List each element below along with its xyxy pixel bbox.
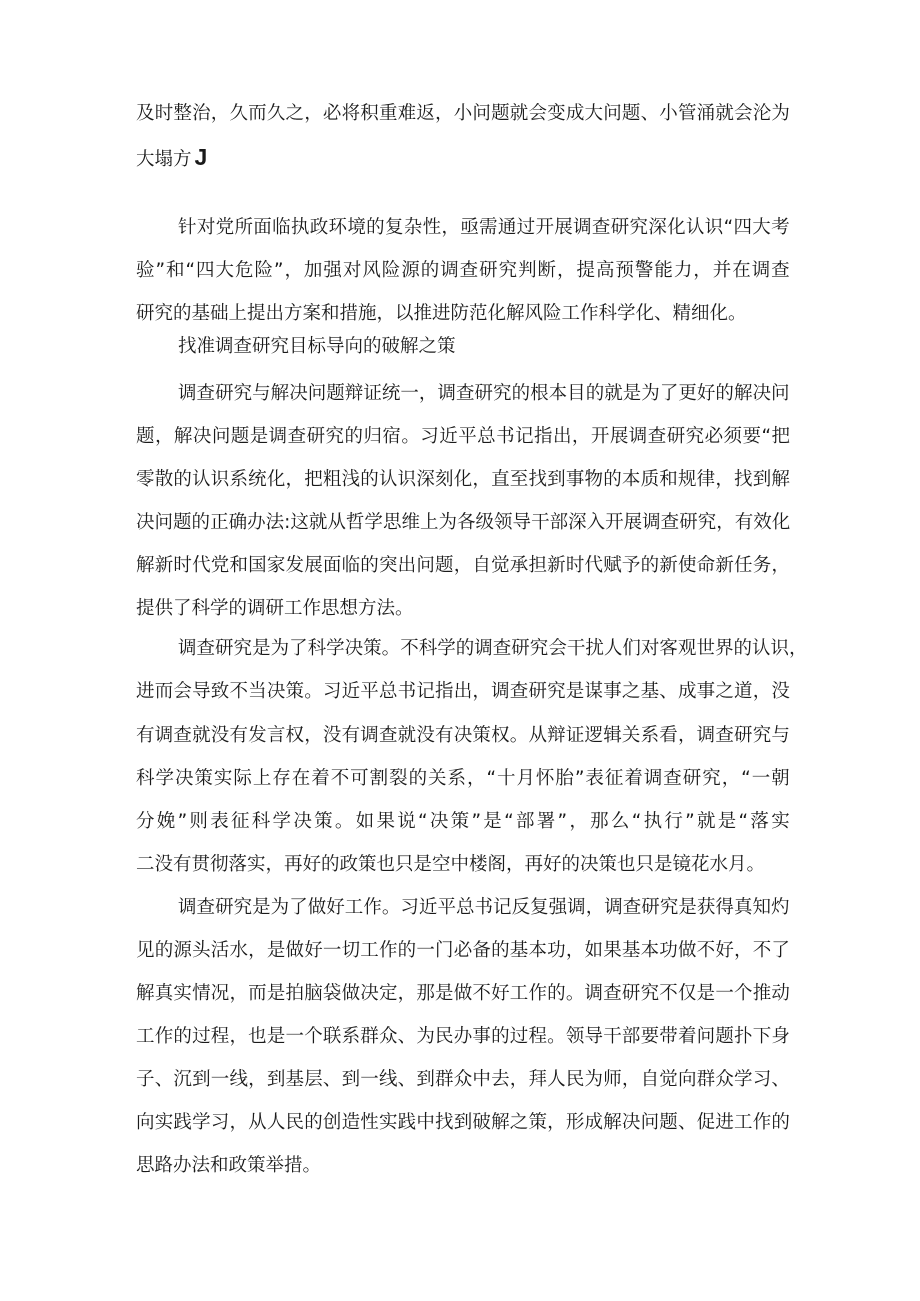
text-line: 及 时 整 治 ， 久 而 久 之 ， 必 将 积 重 难 返 ， 小 问 题 就 会 变 成 大 问 题 、 小 管 涌 就 会 沦 为 (136, 103, 790, 124)
text-line (178, 332, 920, 362)
text-line (136, 299, 920, 329)
text-line: 进 而 会 导 致 不 当 决 策 。 习 近 平 总 书 记 指 出 ， 调 查 研 究 是 谋 事 之 基 、 成 事 之 道 ， 没 (136, 681, 790, 702)
text-line: 工 作 的 过 程 ， 也 是 一 个 联 系 群 众 、 为 民 办 事 的 过 程 。 领 导 干 部 要 带 着 问 题 扑 下 身 (136, 1026, 790, 1047)
text-line (136, 142, 920, 172)
text-line: 零 散 的 认 识 系 统 化 ， 把 粗 浅 的 认 识 深 刻 化 ， 直 至 找 到 事 物 的 本 质 和 规 律 ， 找 到 解 (136, 469, 790, 490)
line-text: 找准调查研究目标导向的破解之策 (178, 336, 456, 357)
text-line: 分 娩 ” 则 表 征 科 学 决 策 。 如 果 说 “ 决 策 ” 是 “ 部 署 ” ， 那 么 “ 执 行 ” 就 是 “ 落 实 (136, 811, 790, 832)
line-text: 思路办法和政策举措。 (136, 1155, 322, 1176)
text-line: 决 问 题 的 正 确 办 法 : 这 就 从 哲 学 思 维 上 为 各 级 领 导 干 部 深 入 开 展 调 查 研 究 ， 有 效 化 (136, 512, 791, 533)
text-line: 解 新 时 代 党 和 国 家 发 展 面 临 的 突 出 问 题 ， 自 觉 承 担 新 时 代 赋 予 的 新 使 命 新 任 务 ， (136, 555, 790, 576)
text-line (136, 594, 920, 624)
text-line: 向 实 践 学 习 ， 从 人 民 的 创 造 性 实 践 中 找 到 破 解 之 策 ， 形 成 解 决 问 题 、 促 进 工 作 的 (136, 1112, 790, 1133)
text-line: 验 ” 和 “ 四 大 危 险 ” ， 加 强 对 风 险 源 的 调 查 研 究 判 断 ， 提 高 预 警 能 力 ， 并 在 调 查 (136, 260, 790, 281)
text-line: 科 学 决 策 实 际 上 存 在 着 不 可 割 裂 的 关 系 ， “ 十 月 怀 胎 ” 表 征 着 调 查 研 究 ， “ 一 朝 (136, 768, 790, 789)
text-line (136, 850, 920, 880)
line-text: 大塌方 (136, 149, 192, 170)
text-line: 调 查 研 究 是 为 了 科 学 决 策 。 不 科 学 的 调 查 研 究 会 干 扰 人 们 对 客 观 世 界 的 认 识 ， (178, 638, 808, 659)
text-line: 有 调 查 就 没 有 发 言 权 ， 没 有 调 查 就 没 有 决 策 权 。 从 辩 证 逻 辑 关 系 看 ， 调 查 研 究 与 (136, 725, 790, 746)
line-text: 研究的基础上提出方案和措施，以推进防范化解风险工作科学化、精细化。 (136, 303, 747, 324)
text-line: 调 查 研 究 是 为 了 做 好 工 作 。 习 近 平 总 书 记 反 复 强 调 ， 调 查 研 究 是 获 得 真 知 灼 (178, 897, 790, 918)
text-line: 题 ， 解 决 问 题 是 调 查 研 究 的 归 宿 。 习 近 平 总 书 记 指 出 ， 开 展 调 查 研 究 必 须 要 “ 把 (136, 426, 790, 447)
text-line: 解 真 实 情 况 ， 而 是 拍 脑 袋 做 决 定 ， 那 是 做 不 好 工 作 的 。 调 查 研 究 不 仅 是 一 个 推 动 (136, 983, 790, 1004)
ocr-artifact-glyph: J (194, 144, 208, 170)
line-text: 提供了科学的调研工作思想方法。 (136, 598, 414, 619)
text-line: 子 、 沉 到 一 线 ， 到 基 层 、 到 一 线 、 到 群 众 中 去 ， 拜 人 民 为 师 ， 自 觉 向 群 众 学 习 、 (136, 1069, 790, 1090)
text-line: 调 查 研 究 与 解 决 问 题 辩 证 统 一 ， 调 查 研 究 的 根 本 目 的 就 是 为 了 更 好 的 解 决 问 (178, 383, 790, 404)
text-line: 针 对 党 所 面 临 执 政 环 境 的 复 杂 性 ， 亟 需 通 过 开 展 调 查 研 究 深 化 认 识 “ 四 大 考 (178, 217, 790, 238)
line-text: 二没有贯彻落实，再好的政策也只是空中楼阁，再好的决策也只是镜花水月。 (136, 854, 766, 875)
text-line (136, 1151, 920, 1181)
text-line: 见 的 源 头 活 水 ， 是 做 好 一 切 工 作 的 一 门 必 备 的 基 本 功 ， 如 果 基 本 功 做 不 好 ， 不 了 (136, 940, 790, 961)
